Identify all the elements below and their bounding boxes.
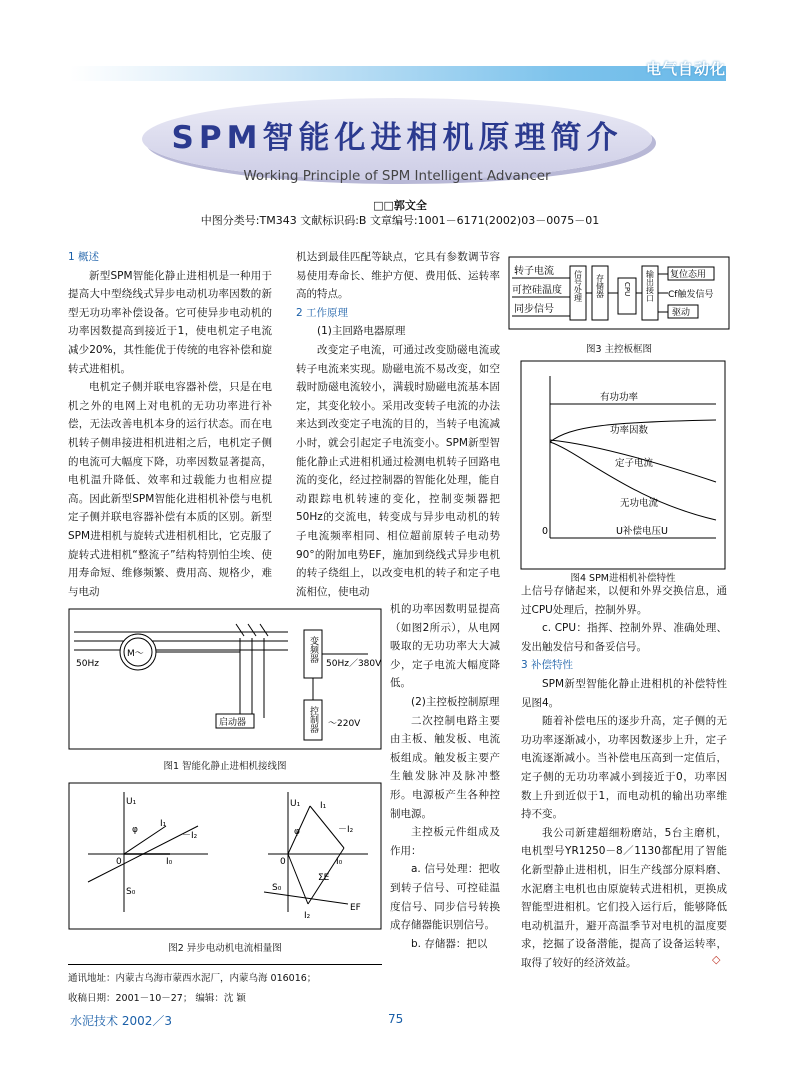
figure-4-characteristics bbox=[520, 360, 726, 570]
fig1-ac220: ～220V bbox=[328, 719, 361, 729]
fig2-label: S₀ bbox=[272, 883, 282, 893]
journal-name: 水泥技术 2002／3 bbox=[70, 1014, 172, 1028]
fig2-label: I₀ bbox=[336, 857, 343, 867]
fig4-curve-label: 定子电流 bbox=[615, 458, 654, 469]
column-2 bbox=[296, 248, 500, 601]
paragraph: 二次控制电路主要由主板、触发板、电流板组成。触发板主要产生触发脉冲及脉冲整形。电源板产生各种控制电源。 bbox=[390, 714, 500, 820]
figure-1-wiring-diagram bbox=[68, 608, 382, 750]
fig2-label: I₁ bbox=[320, 801, 327, 811]
fig3-output: Cf触发信号 bbox=[668, 290, 714, 300]
fig2-label: －I₂ bbox=[338, 825, 354, 835]
paragraph: 主控板元件组成及作用： bbox=[390, 826, 500, 857]
subheading: (2)主控板控制原理 bbox=[411, 695, 500, 708]
figure-1-caption: 图1 智能化静止进相机接线图 bbox=[163, 761, 287, 772]
fig3-input: 同步信号 bbox=[514, 304, 554, 315]
paragraph: 随着补偿电压的逐步升高，定子侧的无功功率逐渐减小，功率因数逐步上升，定子电流逐渐减小。当补偿电压高到一定值后，定子侧的无功功率减小到接近于0，功率因数上升到近似于1，而电动机的输出功率维持不变。 bbox=[521, 715, 727, 821]
fig2-label: －I₂ bbox=[182, 831, 198, 841]
fig2-label: EF bbox=[350, 903, 361, 913]
figure-3-block-diagram bbox=[508, 256, 730, 330]
title-zh: SPM智能化进相机原理简介 bbox=[171, 120, 623, 156]
title-en: Working Principle of SPM Intelligent Advancer bbox=[243, 168, 551, 184]
fig1-starter: 启动器 bbox=[219, 718, 247, 728]
paragraph: 机达到最佳匹配等缺点，它具有参数调节容易使用寿命长、维护方便、费用低、运转率高的特点。 bbox=[296, 251, 500, 301]
fig2-label: I₁ bbox=[160, 819, 167, 829]
fig1-inverter: 变频器 bbox=[308, 636, 318, 663]
fig2-label: S₀ bbox=[126, 887, 136, 897]
paragraph: 机的功率因数明显提高（如图2所示），从电网吸取的无功功率大大减少，定子电流大幅度降低。 bbox=[390, 603, 500, 690]
paragraph: 上信号存储起来，以便和外界交换信息，通过CPU处理后，控制外界。 bbox=[521, 585, 727, 616]
heading-principle: 2 工作原理 bbox=[296, 306, 349, 319]
footnote-received: 收稿日期：2001－10－27； 编辑：沈 颖 bbox=[68, 993, 246, 1004]
column-3 bbox=[521, 582, 727, 972]
paragraph: a. 信号处理：把收到转子信号、可控硅温度信号、同步信号转换成存储器能识别信号。 bbox=[390, 863, 500, 932]
fig4-xlabel: U补偿电压U bbox=[616, 526, 668, 537]
fig3-output: 复位态用 bbox=[670, 270, 707, 280]
fig2-label: φ bbox=[132, 825, 138, 835]
paragraph: b. 存储器：把以 bbox=[411, 937, 488, 950]
fig2-label: U₁ bbox=[290, 799, 301, 809]
fig3-block: CPU bbox=[623, 282, 631, 297]
classification: 中图分类号:TM343 文献标识码:B 文章编号:1001－6171(2002)03－0075－01 bbox=[200, 214, 600, 227]
author: □□郭文全 bbox=[373, 199, 427, 212]
paragraph: SPM新型智能化静止进相机的补偿特性见图4。 bbox=[521, 677, 727, 709]
footnote-rule bbox=[68, 964, 382, 965]
column-1 bbox=[68, 248, 272, 601]
fig4-origin: 0 bbox=[542, 526, 549, 537]
fig3-block: 信号处理 bbox=[573, 270, 583, 302]
fig3-output: 驱动 bbox=[672, 308, 691, 318]
paragraph: 改变定子电流，可通过改变励磁电流或转子电流来实现。励磁电流不易改变，如空载时励磁电流较小，满载时励磁电流基本固定，其变化较小。采用改变转子电流的办法来达到改变定子电流的目的，当转子电流减小时，就会引起定子电流变小。SPM新型智能化静止式进相机通过检测电机转子回路电流的变化，经过控制器的智能化处理，能自动跟踪电机转速的变化，控制变频器把50Hz的交流电，转变成与异步电动机的转子电流频率相同、相位超前原转子电动势90°的附加电势EF，施加到绕线式异步电机的转子绕组上，以改变电机的转子和定子电流相位，使电动 bbox=[296, 343, 500, 598]
section-label: 电气自动化 bbox=[645, 60, 726, 78]
figure-4-caption: 图4 SPM进相机补偿特性 bbox=[570, 573, 676, 584]
figure-2-phasor-diagram bbox=[68, 782, 382, 930]
subheading: (1)主回路电器原理 bbox=[317, 325, 406, 338]
fig2-label: 0 bbox=[116, 857, 122, 867]
fig4-curve-label: 无功电流 bbox=[620, 498, 659, 509]
fig4-curve-label: 功率因数 bbox=[610, 425, 649, 436]
paragraph: c. CPU：指挥、控制外界、准确处理、发出触发信号和备妥信号。 bbox=[521, 622, 727, 653]
header-bar bbox=[70, 66, 726, 81]
figure-3-caption: 图3 主控板框图 bbox=[585, 344, 653, 355]
fig4-curve-label: 有功功率 bbox=[600, 392, 639, 403]
fig2-label: U₁ bbox=[126, 797, 137, 807]
fig2-label: I₀ bbox=[166, 857, 173, 867]
paragraph: 新型SPM智能化静止进相机是一种用于提高大中型绕线式异步电动机功率因数的新型无功功率补偿设备。它可使异步电动机的功率因数提高到接近于1，使电机定子电流减少20%，其性能优于传统的电容补偿和旋转式进相机。 bbox=[68, 269, 272, 375]
fig1-controller: 控制器 bbox=[308, 706, 318, 733]
fig1-motor: M～ bbox=[127, 649, 144, 659]
fig3-block: 存储器 bbox=[595, 274, 605, 298]
paragraph: 电机定子侧并联电容器补偿，只是在电机之外的电网上对电机的无功功率进行补偿，无法改善电机本身的运行状态。而在电机转子侧串接进相机进相之后，电机定子侧的电流可大幅度下降，功率因数显著提高，电机温升降低、效率和过载能力也相应提高。因此新型SPM智能化进相机补偿与电机定子侧并联电容器补偿有本质的区别。新型SPM进相机与旋转式进相机相比，它克服了旋转式进相机“整流子”结构特别怕尘埃、使用寿命短、维修频繁、费用高、规格少，难与电动 bbox=[68, 381, 272, 598]
fig1-freq-in: 50Hz bbox=[76, 659, 99, 669]
column-2-narrow bbox=[390, 600, 500, 953]
heading-compensation: 3 补偿特性 bbox=[521, 659, 574, 672]
fig3-input: 可控硅温度 bbox=[512, 285, 562, 296]
page-number: 75 bbox=[388, 1012, 404, 1026]
heading-overview: 1 概述 bbox=[68, 251, 100, 263]
fig2-label: ΣE bbox=[318, 873, 330, 883]
end-mark-icon: ◇ bbox=[712, 953, 721, 966]
fig2-label: 0 bbox=[280, 857, 286, 867]
fig3-block: 输出接口 bbox=[645, 270, 655, 302]
fig1-freq-out: 50Hz／380V bbox=[326, 659, 382, 669]
fig2-label: I₂ bbox=[304, 911, 311, 921]
figure-2-caption: 图2 异步电动机电流相量图 bbox=[168, 943, 282, 954]
footnote-address: 通讯地址：内蒙古乌海市蒙西水泥厂，内蒙乌海 016016； bbox=[68, 973, 317, 984]
paragraph: 我公司新建超细粉磨站，5台主磨机，电机型号YR1250－8／1130都配用了智能化新型静止进相机，旧生产线部分原料磨、水泥磨主电机也由原旋转式进相机，更换成智能型进相机。它们投入运行后，能够降低电动机温升，避开高温季节对电机的温度要求，挖掘了设备潜能，提高了设备运转率，取得了较好的经济效益。 bbox=[521, 826, 727, 969]
fig3-input: 转子电流 bbox=[514, 266, 554, 277]
fig2-label: φ bbox=[294, 827, 300, 837]
